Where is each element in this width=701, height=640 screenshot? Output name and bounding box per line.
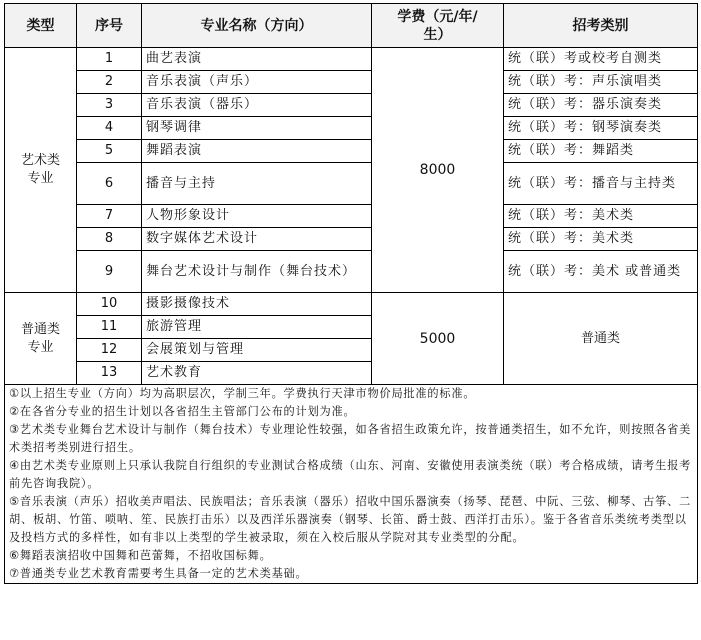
note-7: ⑦普通类专业艺术教育需要考生具备一定的艺术类基础。 <box>9 567 308 580</box>
table-row <box>5 48 698 71</box>
seq-cell: 4 <box>77 117 142 140</box>
table-row <box>5 205 698 228</box>
seq-cell: 3 <box>77 94 142 117</box>
seq-cell: 7 <box>77 205 142 228</box>
major-cell: 舞台艺术设计与制作（舞台技术） <box>142 251 372 293</box>
notes-row <box>5 385 698 584</box>
table-row <box>5 117 698 140</box>
major-cell: 人物形象设计 <box>142 205 372 228</box>
major-cell: 数字媒体艺术设计 <box>142 228 372 251</box>
seq-cell: 6 <box>77 163 142 205</box>
category-cell: 统（联）考：播音与主持类 <box>504 163 698 205</box>
seq-cell: 8 <box>77 228 142 251</box>
major-cell: 舞蹈表演 <box>142 140 372 163</box>
seq-cell: 10 <box>77 293 142 316</box>
table-row <box>5 228 698 251</box>
group-general-label-line2: 专业 <box>27 339 54 355</box>
note-5: ⑤音乐表演（声乐）招收美声唱法、民族唱法；音乐表演（器乐）招收中国乐器演奏（扬琴、琵琶、中阮、三弦、柳琴、古筝、二胡、板胡、竹笛、唢呐、笙、民族打击乐）以及西洋乐器演奏（钢琴、长笛、爵士鼓、西洋打击乐）。鉴于各省音乐类统考类型以及投档方式的多样性，如有非以上类型的学生被录取，须在入校后服从学院对其专业类型的分配。 <box>9 495 692 544</box>
category-cell: 统（联）考：钢琴演奏类 <box>504 117 698 140</box>
major-cell: 摄影摄像技术 <box>142 293 372 316</box>
major-cell: 会展策划与管理 <box>142 339 372 362</box>
header-fee <box>372 4 504 48</box>
group-art-label-line1: 艺术类 <box>20 153 60 168</box>
header-fee-line1: 学费（元/年/ <box>397 8 478 25</box>
category-cell: 统（联）考：美术类 <box>504 228 698 251</box>
category-general: 普通类 <box>504 293 698 385</box>
seq-cell: 5 <box>77 140 142 163</box>
note-3: ③艺术类专业舞台艺术设计与制作（舞台技术）专业理论性较强，如各省招生政策允许，按普通类招生，如不允许，则按照各省美术类招考类别进行招生。 <box>9 423 692 454</box>
group-art-label-line2: 专业 <box>27 171 54 186</box>
table-row <box>5 163 698 205</box>
group-general-label <box>5 293 77 385</box>
category-cell: 统（联）考：舞蹈类 <box>504 140 698 163</box>
seq-cell: 13 <box>77 362 142 385</box>
table-row <box>5 140 698 163</box>
category-cell: 统（联）考：器乐演奏类 <box>504 94 698 117</box>
admissions-table <box>4 3 698 584</box>
major-cell: 音乐表演（声乐） <box>142 71 372 94</box>
header-category: 招考类别 <box>504 4 698 48</box>
fee-art: 8000 <box>372 48 504 293</box>
header-fee-line2: 生） <box>423 26 452 43</box>
table-row <box>5 94 698 117</box>
note-2: ②在各省分专业的招生计划以各省招生主管部门公布的计划为准。 <box>9 405 356 418</box>
category-cell: 统（联）考或校考自测类 <box>504 48 698 71</box>
category-cell: 统（联）考：美术类 <box>504 205 698 228</box>
major-cell: 钢琴调律 <box>142 117 372 140</box>
header-row <box>5 4 698 48</box>
category-cell: 统（联）考：声乐演唱类 <box>504 71 698 94</box>
group-art-label <box>5 48 77 293</box>
fee-general: 5000 <box>372 293 504 385</box>
major-cell: 旅游管理 <box>142 316 372 339</box>
category-cell: 统（联）考：美术 或普通类 <box>504 251 698 293</box>
seq-cell: 2 <box>77 71 142 94</box>
table-row <box>5 251 698 293</box>
seq-cell: 9 <box>77 251 142 293</box>
seq-cell: 12 <box>77 339 142 362</box>
note-6: ⑥舞蹈表演招收中国舞和芭蕾舞，不招收国标舞。 <box>9 549 272 562</box>
notes-cell <box>5 385 698 584</box>
note-1: ①以上招生专业（方向）均为高职层次，学制三年。学费执行天津市物价局批准的标准。 <box>9 387 476 400</box>
table-row <box>5 293 698 316</box>
major-cell: 艺术教育 <box>142 362 372 385</box>
header-major: 专业名称（方向） <box>142 4 372 48</box>
group-general-label-line1: 普通类 <box>20 321 60 337</box>
table-row <box>5 71 698 94</box>
major-cell: 播音与主持 <box>142 163 372 205</box>
header-seq: 序号 <box>77 4 142 48</box>
major-cell: 曲艺表演 <box>142 48 372 71</box>
note-4: ④由艺术类专业原则上只承认我院自行组织的专业测试合格成绩（山东、河南、安徽使用表演类统（联）考合格成绩，请考生报考前先咨询我院）。 <box>9 459 692 490</box>
seq-cell: 11 <box>77 316 142 339</box>
header-type: 类型 <box>5 4 77 48</box>
major-cell: 音乐表演（器乐） <box>142 94 372 117</box>
seq-cell: 1 <box>77 48 142 71</box>
